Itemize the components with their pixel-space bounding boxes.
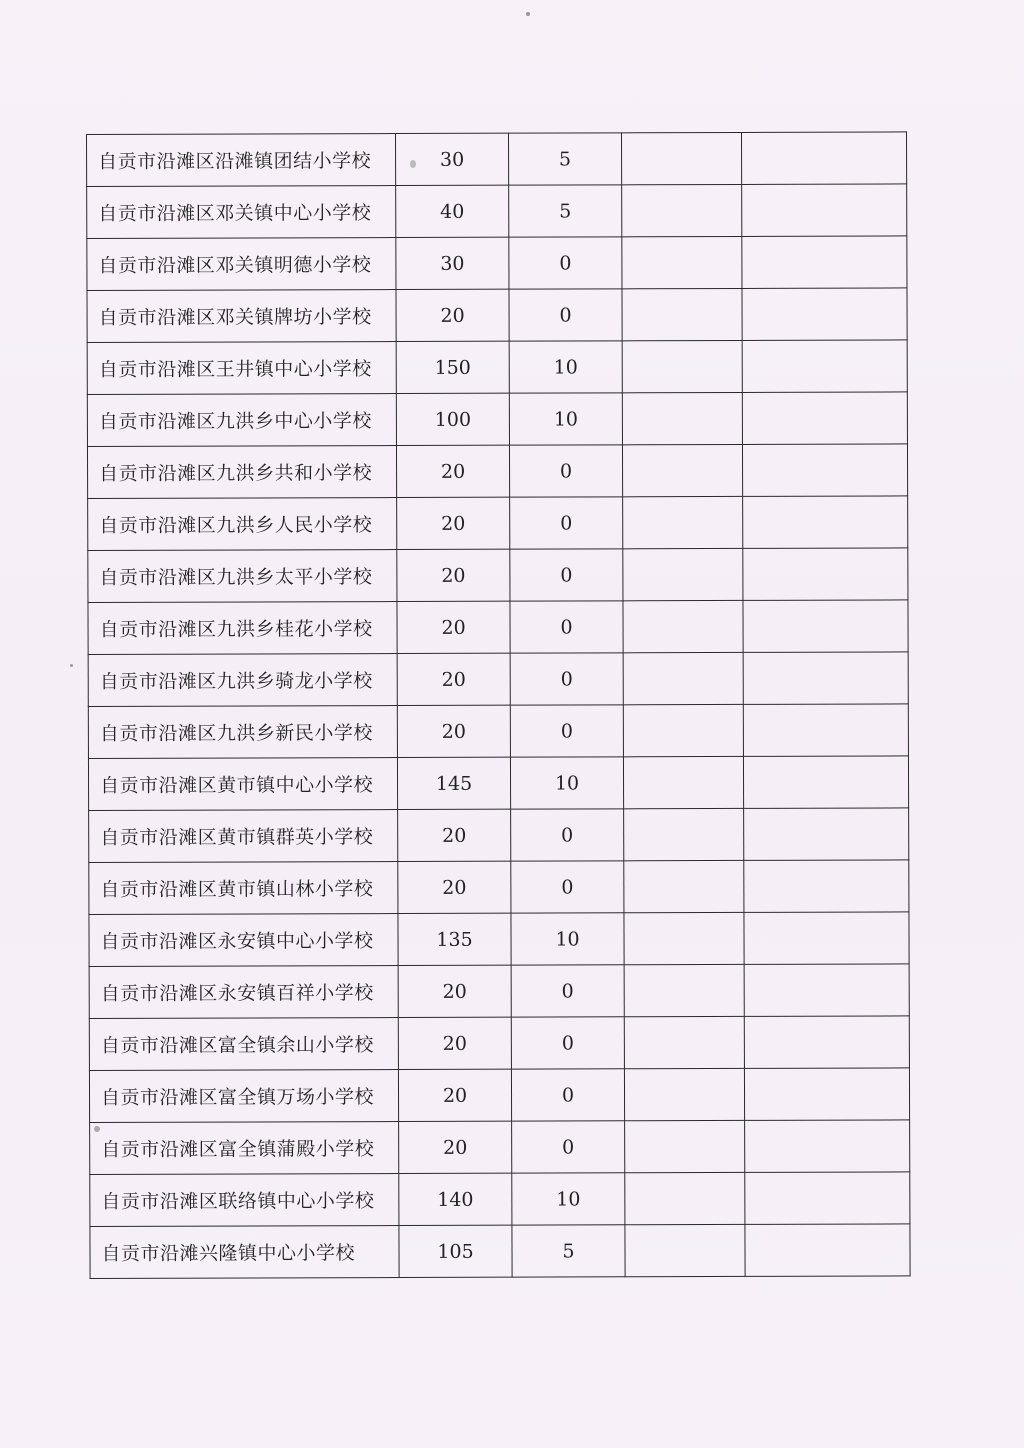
empty-cell [743, 704, 908, 757]
count-b-cell: 5 [509, 185, 622, 237]
count-a-cell: 100 [396, 393, 509, 445]
empty-cell [623, 652, 743, 704]
count-b-cell: 0 [511, 861, 624, 913]
empty-cell [741, 132, 906, 185]
empty-cell [623, 600, 743, 652]
count-a-cell: 20 [398, 1017, 511, 1069]
table-row [87, 392, 907, 447]
empty-cell [622, 236, 742, 288]
empty-cell [623, 704, 743, 756]
empty-cell [743, 496, 908, 549]
count-b-cell: 10 [510, 757, 623, 809]
count-a-cell: 20 [398, 965, 511, 1017]
empty-cell [744, 808, 909, 861]
school-name-cell: 自贡市沿滩区邓关镇明德小学校 [87, 238, 396, 291]
count-b-cell: 0 [510, 601, 623, 653]
empty-cell [624, 912, 744, 964]
school-name-cell: 自贡市沿滩区九洪乡人民小学校 [88, 498, 397, 551]
empty-cell [623, 756, 743, 808]
count-b-cell: 10 [512, 1173, 625, 1225]
count-b-cell: 0 [511, 809, 624, 861]
count-b-cell: 5 [508, 133, 621, 185]
table-row [87, 340, 907, 395]
count-b-cell: 0 [511, 965, 624, 1017]
empty-cell [742, 444, 907, 497]
empty-cell [624, 1068, 744, 1120]
count-a-cell: 105 [399, 1225, 512, 1277]
table-row [89, 1016, 909, 1071]
empty-cell [625, 1172, 745, 1224]
count-a-cell: 20 [399, 1121, 512, 1173]
school-name-cell: 自贡市沿滩区富全镇余山小学校 [89, 1018, 398, 1071]
count-b-cell: 0 [510, 705, 623, 757]
table-row [87, 288, 907, 343]
empty-cell [743, 600, 908, 653]
school-allocation-table [86, 131, 911, 1279]
table-row [89, 1068, 909, 1123]
count-a-cell: 20 [398, 861, 511, 913]
count-b-cell: 10 [509, 393, 622, 445]
count-b-cell: 0 [511, 1017, 624, 1069]
empty-cell [742, 392, 907, 445]
empty-cell [743, 756, 908, 809]
table-row [88, 704, 908, 759]
count-b-cell: 0 [512, 1121, 625, 1173]
count-a-cell: 20 [398, 809, 511, 861]
count-a-cell: 20 [397, 601, 510, 653]
empty-cell [744, 1068, 909, 1121]
table-row [89, 912, 909, 967]
count-a-cell: 40 [396, 185, 509, 237]
empty-cell [622, 184, 742, 236]
table-row [88, 600, 908, 655]
empty-cell [622, 392, 742, 444]
count-b-cell: 10 [511, 913, 624, 965]
empty-cell [623, 496, 743, 548]
table-row [89, 860, 909, 915]
school-name-cell: 自贡市沿滩区永安镇百祥小学校 [89, 966, 398, 1019]
empty-cell [742, 236, 907, 289]
count-b-cell: 0 [509, 237, 622, 289]
empty-cell [745, 1172, 910, 1225]
empty-cell [624, 860, 744, 912]
count-a-cell: 20 [397, 549, 510, 601]
empty-cell [744, 964, 909, 1017]
count-a-cell: 20 [397, 705, 510, 757]
school-name-cell: 自贡市沿滩区九洪乡太平小学校 [88, 550, 397, 603]
count-a-cell: 135 [398, 913, 511, 965]
empty-cell [622, 444, 742, 496]
count-b-cell: 0 [511, 1069, 624, 1121]
school-name-cell: 自贡市沿滩区九洪乡中心小学校 [87, 394, 396, 447]
table-row [90, 1224, 910, 1279]
empty-cell [742, 288, 907, 341]
table-row [88, 652, 908, 707]
school-name-cell: 自贡市沿滩区黄市镇山林小学校 [89, 862, 398, 915]
empty-cell [742, 184, 907, 237]
scan-speck [526, 12, 530, 16]
empty-cell [744, 1016, 909, 1069]
table-row [87, 132, 907, 187]
count-a-cell: 20 [398, 1069, 511, 1121]
table-row [89, 964, 909, 1019]
table-row [89, 808, 909, 863]
school-name-cell: 自贡市沿滩区九洪乡桂花小学校 [88, 602, 397, 655]
empty-cell [622, 340, 742, 392]
school-name-cell: 自贡市沿滩区王井镇中心小学校 [87, 342, 396, 395]
table-row [87, 236, 907, 291]
empty-cell [744, 912, 909, 965]
empty-cell [742, 340, 907, 393]
table-row [88, 756, 908, 811]
count-a-cell: 20 [397, 497, 510, 549]
table-row [87, 444, 907, 499]
table-row [88, 496, 908, 551]
table-row [90, 1120, 910, 1175]
table-row [88, 548, 908, 603]
empty-cell [622, 288, 742, 340]
school-name-cell: 自贡市沿滩区九洪乡新民小学校 [88, 706, 397, 759]
empty-cell [624, 808, 744, 860]
count-a-cell: 150 [396, 341, 509, 393]
empty-cell [625, 1224, 745, 1276]
school-name-cell: 自贡市沿滩区邓关镇牌坊小学校 [87, 290, 396, 343]
empty-cell [623, 548, 743, 600]
count-a-cell: 20 [396, 445, 509, 497]
table-row [87, 184, 907, 239]
empty-cell [624, 1016, 744, 1068]
school-name-cell: 自贡市沿滩区黄市镇中心小学校 [88, 758, 397, 811]
count-b-cell: 0 [509, 289, 622, 341]
school-name-cell: 自贡市沿滩区沿滩镇团结小学校 [87, 134, 396, 187]
empty-cell [744, 860, 909, 913]
empty-cell [624, 964, 744, 1016]
count-b-cell: 0 [510, 549, 623, 601]
school-name-cell: 自贡市沿滩区邓关镇中心小学校 [87, 186, 396, 239]
school-name-cell: 自贡市沿滩区富全镇万场小学校 [89, 1070, 398, 1123]
school-name-cell: 自贡市沿滩区黄市镇群英小学校 [89, 810, 398, 863]
count-b-cell: 10 [509, 341, 622, 393]
empty-cell [743, 652, 908, 705]
count-b-cell: 0 [510, 497, 623, 549]
scan-speck [70, 664, 73, 667]
school-name-cell: 自贡市沿滩区九洪乡共和小学校 [87, 446, 396, 499]
count-a-cell: 20 [396, 289, 509, 341]
empty-cell [745, 1120, 910, 1173]
school-name-cell: 自贡市沿滩区联络镇中心小学校 [90, 1174, 399, 1227]
count-a-cell: 20 [397, 653, 510, 705]
count-a-cell: 30 [396, 237, 509, 289]
school-name-cell: 自贡市沿滩区富全镇蒲殿小学校 [90, 1122, 399, 1175]
count-a-cell: 30 [396, 133, 509, 185]
count-b-cell: 0 [509, 445, 622, 497]
table-body [87, 132, 911, 1279]
school-name-cell: 自贡市沿滩区永安镇中心小学校 [89, 914, 398, 967]
count-b-cell: 0 [510, 653, 623, 705]
count-a-cell: 145 [397, 757, 510, 809]
school-name-cell: 自贡市沿滩兴隆镇中心小学校 [90, 1226, 399, 1279]
empty-cell [743, 548, 908, 601]
empty-cell [745, 1224, 910, 1277]
count-a-cell: 140 [399, 1173, 512, 1225]
count-b-cell: 5 [512, 1225, 625, 1277]
empty-cell [625, 1120, 745, 1172]
empty-cell [621, 132, 741, 184]
school-name-cell: 自贡市沿滩区九洪乡骑龙小学校 [88, 654, 397, 707]
table-row [90, 1172, 910, 1227]
